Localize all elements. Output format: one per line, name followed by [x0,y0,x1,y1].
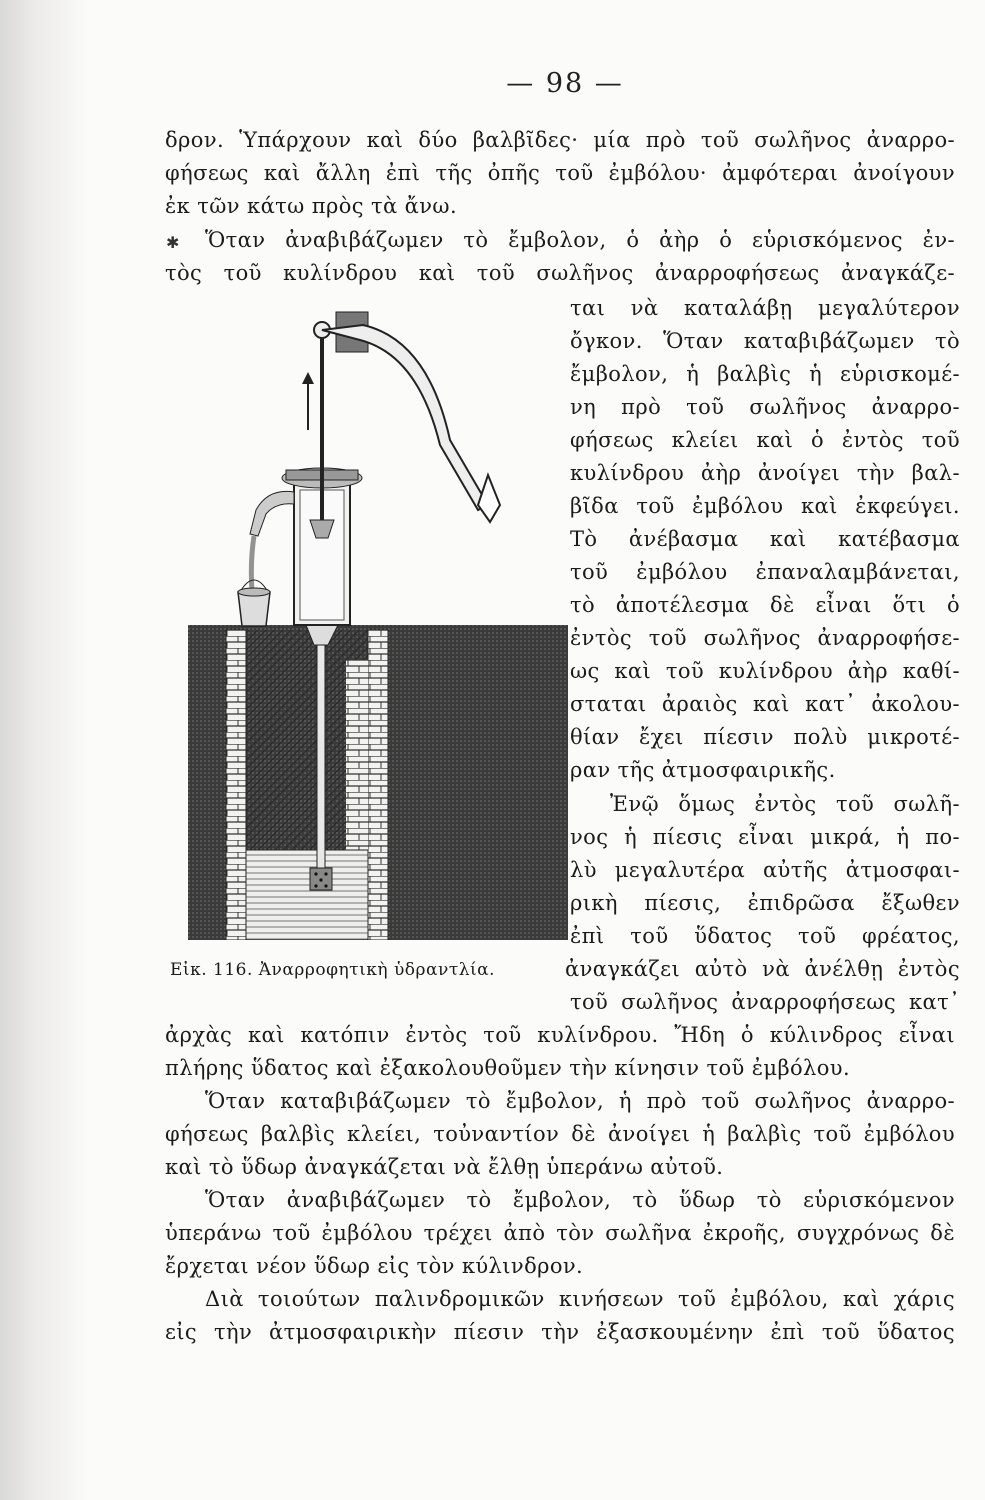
text-line: τὸ ἀποτέλεσμα δὲ εἶναι ὅτι ὁ [570,593,960,617]
text-line: Ὅταν ἀναβιβάζωμεν τὸ ἔμβολον, τὸ ὕδωρ τὸ εὑρισκόμενον [205,1188,955,1212]
pump-illustration [188,300,568,940]
text-line: Διὰ τοιούτων παλινδρομικῶν κινήσεων τοῦ ἐμβόλου, καὶ χάρις [205,1287,955,1311]
text-line: Τὸ ἀνέβασμα καὶ κατέβασμα [570,527,960,551]
text-line: Ὅταν ἀναβιβάζωμεν τὸ ἔμβολον, ὁ ἀὴρ ὁ εὑρισκόμενος ἐν- [205,228,955,252]
text-line: ἀναγκάζει αὐτὸ νὰ ἀνέλθῃ ἐντὸς [565,957,960,981]
text-line: ἔρχεται νέον ὕδωρ εἰς τὸν κύλινδρον. [165,1254,584,1278]
text-line: ρικὴ πίεσις, ἐπιδρῶσα ἔξωθεν [570,891,960,915]
text-line: ἐπὶ τοῦ ὕδατος τοῦ φρέατος, [570,924,960,948]
text-line: ὑπεράνω τοῦ ἐμβόλου τρέχει ἀπὸ τὸν σωλῆνα ἐκροῆς, συγχρόνως δὲ [165,1221,955,1245]
well-water [246,850,368,940]
spout [250,491,294,592]
page-edge-shadow [0,0,90,1500]
text-line: φήσεως κλείει καὶ ὁ ἐντὸς τοῦ [570,428,960,452]
text-line: ἐντὸς τοῦ σωλῆνος ἀναρροφήσε- [570,626,960,650]
text-line: βῖδα τοῦ ἐμβόλου καὶ ἐκφεύγει. [570,494,960,518]
text-line: θίαν ἔχει πίεσιν πολὺ μικροτέ- [570,725,960,749]
text-line: φήσεως βαλβὶς κλείει, τοὐναντίον δὲ ἀνοίγει ἡ βαλβὶς τοῦ ἐμβόλου [165,1122,955,1146]
text-line: ὄγκον. Ὅταν καταβιβάζωμεν τὸ [570,329,960,353]
text-line: τοῦ σωλῆνος ἀναρροφήσεως κατ᾽ [570,990,960,1014]
figure-caption: Εἰκ. 116. Ἀναρροφητικὴ ὑδραντλία. [170,960,496,980]
text-line: Ὅταν καταβιβάζωμεν τὸ ἔμβολον, ἡ πρὸ τοῦ σωλῆνος ἀναρρο- [205,1089,955,1113]
text-line: δρον. Ὑπάρχουν καὶ δύο βαλβῖδες· μία πρὸ τοῦ σωλῆνος ἀναρρο- [165,128,955,152]
page-number: — 98 — [506,68,624,99]
text-line: πλήρης ὕδατος καὶ ἐξακολουθοῦμεν τὴν κίνησιν τοῦ ἐμβόλου. [165,1056,851,1080]
text-line: λὺ μεγαλυτέρα αὐτῆς ἀτμοσφαι- [570,858,960,882]
text-line: ται νὰ καταλάβῃ μεγαλύτερον [570,296,960,320]
text-line: εἰς τὴν ἀτμοσφαιρικὴν πίεσιν τὴν ἐξασκουμένην ἐπὶ τοῦ ὕδατος [165,1320,955,1344]
text-line: νη πρὸ τοῦ σωλῆνος ἀναρρο- [570,395,960,419]
text-line: Ἐνῷ ὅμως ἐντὸς τοῦ σωλῆ- [610,792,960,816]
text-line: καὶ τὸ ὕδωρ ἀναγκάζεται νὰ ἔλθῃ ὑπεράνω αὐτοῦ. [165,1155,724,1179]
text-line: νος ἡ πίεσις εἶναι μικρά, ἡ πο- [570,825,960,849]
text-line: ἔμβολον, ἡ βαλβὶς ἡ εὑρισκομέ- [570,362,960,386]
text-line: σταται ἀραιὸς καὶ κατ᾽ ἀκολου- [570,692,960,716]
water-stream [251,536,254,592]
text-line: φήσεως καὶ ἄλλη ἐπὶ τῆς ὀπῆς τοῦ ἐμβόλου· ἀμφότεραι ἀνοίγουν [165,161,955,185]
text-line: ραν τῆς ἀτμοσφαιρικῆς. [570,758,836,782]
text-line: ἀρχὰς καὶ κατόπιν ἐντὸς τοῦ κυλίνδρου. Ἤδη ὁ κύλινδρος εἶναι [165,1023,955,1047]
well-shaft [226,630,388,940]
text-line: τοῦ ἐμβόλου ἐπαναλαμβάνεται, [570,560,960,584]
ink-mark: ✱ [166,233,180,252]
text-line: ἐκ τῶν κάτω πρὸς τὰ ἄνω. [165,194,458,218]
text-line: ως καὶ τοῦ κυλίνδρου ἀὴρ καθί- [570,659,960,683]
text-line: τὸς τοῦ κυλίνδρου καὶ τοῦ σωλῆνος ἀναρροφήσεως ἀναγκάζε- [165,261,955,285]
text-line: κυλίνδρου ἀὴρ ἀνοίγει τὴν βαλ- [570,461,960,485]
